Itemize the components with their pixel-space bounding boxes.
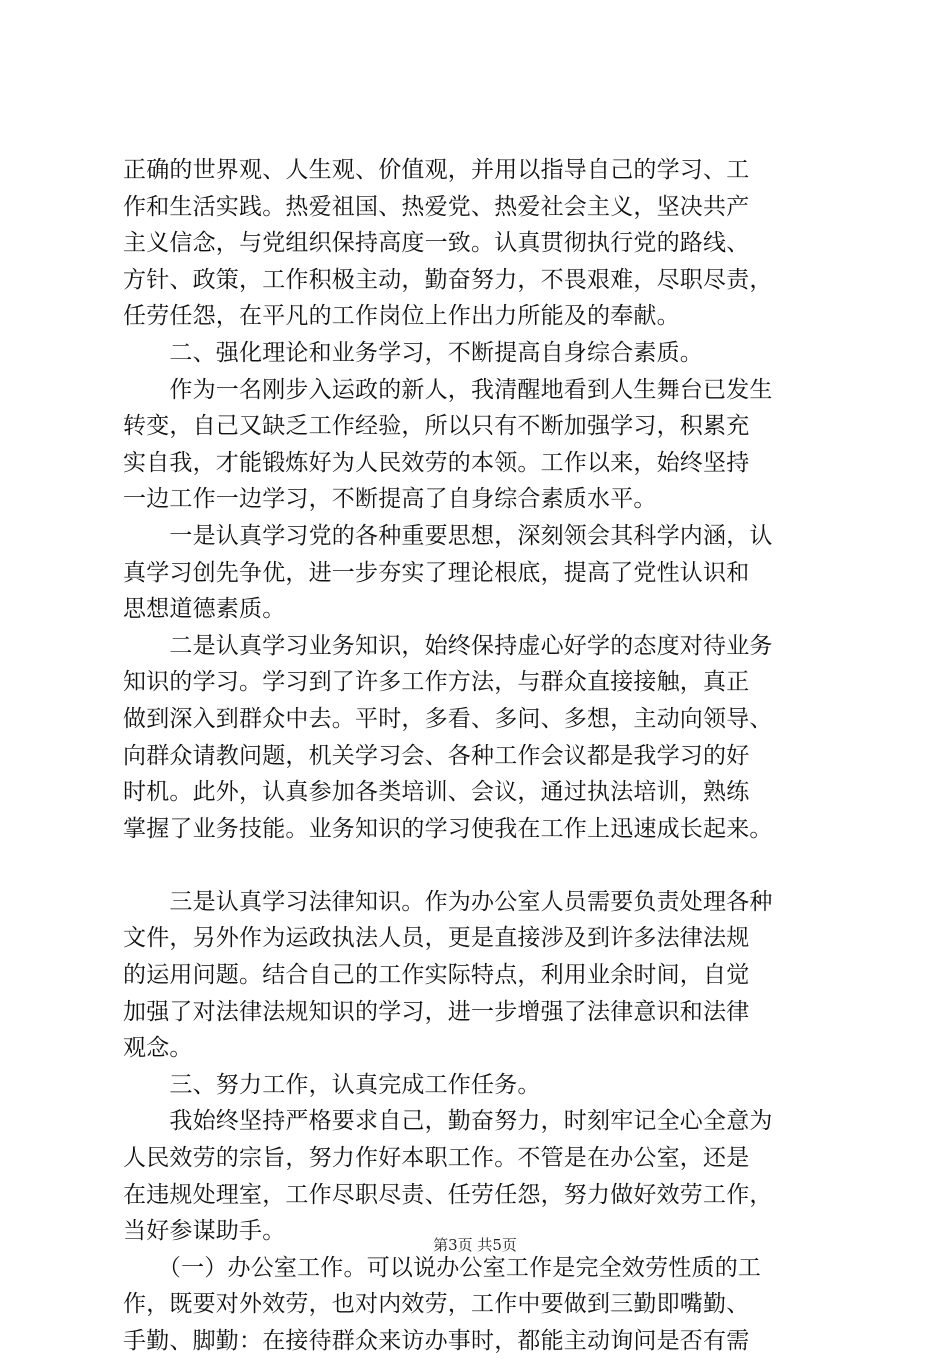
text-line: 作和生活实践。热爱祖国、热爱党、热爱社会主义，坚决共产 <box>123 193 750 220</box>
text-line: 我始终坚持严格要求自己，勤奋努力，时刻牢记全心全意为 <box>123 1108 773 1135</box>
section-heading: 二、强化理论和业务学习，不断提高自身综合素质。 <box>123 339 703 366</box>
page-number-label: 第3页 共5页 <box>433 1236 517 1254</box>
text-line: 文件，另外作为运政执法人员，更是直接涉及到许多法律法规 <box>123 925 750 952</box>
text-line: 做到深入到群众中去。平时，多看、多问、多想，主动向领导、 <box>123 705 773 732</box>
text-line: 一边工作一边学习，不断提高了自身综合素质水平。 <box>123 486 657 513</box>
text-line: 正确的世界观、人生观、价值观，并用以指导自己的学习、工 <box>123 157 750 183</box>
text-line: 向群众请教问题，机关学习会、各种工作会议都是我学习的好 <box>123 742 750 769</box>
text-line: 转变，自己又缺乏工作经验，所以只有不断加强学习，积累充 <box>123 413 750 440</box>
text-line: 人民效劳的宗旨，努力作好本职工作。不管是在办公室，还是 <box>123 1145 750 1172</box>
text-line: 的运用问题。结合自己的工作实际特点，利用业余时间，自觉 <box>123 962 750 989</box>
text-line: 知识的学习。学习到了许多工作方法，与群众直接接触，真正 <box>123 669 750 696</box>
text-line: 主义信念，与党组织保持高度一致。认真贯彻执行党的路线、 <box>123 230 750 257</box>
text-line: 作为一名刚步入运政的新人，我清醒地看到人生舞台已发生 <box>123 376 773 403</box>
text-line: 真学习创先争优，进一步夯实了理论根底，提高了党性认识和 <box>123 559 750 586</box>
text-line: 加强了对法律法规知识的学习，进一步增强了法律意识和法律 <box>123 998 750 1025</box>
text-line: 三是认真学习法律知识。作为办公室人员需要负责处理各种 <box>123 888 773 915</box>
section-heading: 三、努力工作，认真完成工作任务。 <box>123 1071 541 1098</box>
text-line: 手勤、脚勤：在接待群众来访办事时，都能主动询问是否有需 <box>123 1328 750 1354</box>
text-line: 二是认真学习业务知识，始终保持虚心好学的态度对待业务 <box>123 632 773 659</box>
text-line: 在违规处理室，工作尽职尽责、任劳任怨，努力做好效劳工作， <box>123 1181 773 1208</box>
text-line: 方针、政策，工作积极主动，勤奋努力，不畏艰难，尽职尽责， <box>123 266 773 293</box>
page-footer <box>0 1235 950 1255</box>
text-line: 作，既要对外效劳，也对内效劳，工作中要做到三勤即嘴勤、 <box>123 1291 750 1318</box>
text-line: 实自我，才能锻炼好为人民效劳的本领。工作以来，始终坚持 <box>123 449 750 476</box>
text-line: 掌握了业务技能。业务知识的学习使我在工作上迅速成长起来。 <box>123 815 773 842</box>
text-line: 一是认真学习党的各种重要思想，深刻领会其科学内涵，认 <box>123 522 773 549</box>
text-line: 当好参谋助手。 <box>123 1218 286 1245</box>
text-line: 时机。此外，认真参加各类培训、会议，通过执法培训，熟练 <box>123 779 750 806</box>
text-line: 观念。 <box>123 1035 193 1062</box>
blank-line <box>123 847 833 884</box>
text-line: 任劳任怨，在平凡的工作岗位上作出力所能及的奉献。 <box>123 303 680 330</box>
body-text <box>123 152 833 1360</box>
text-line: 思想道德素质。 <box>123 596 286 623</box>
text-line: （一）办公室工作。可以说办公室工作是完全效劳性质的工 <box>123 1254 762 1281</box>
